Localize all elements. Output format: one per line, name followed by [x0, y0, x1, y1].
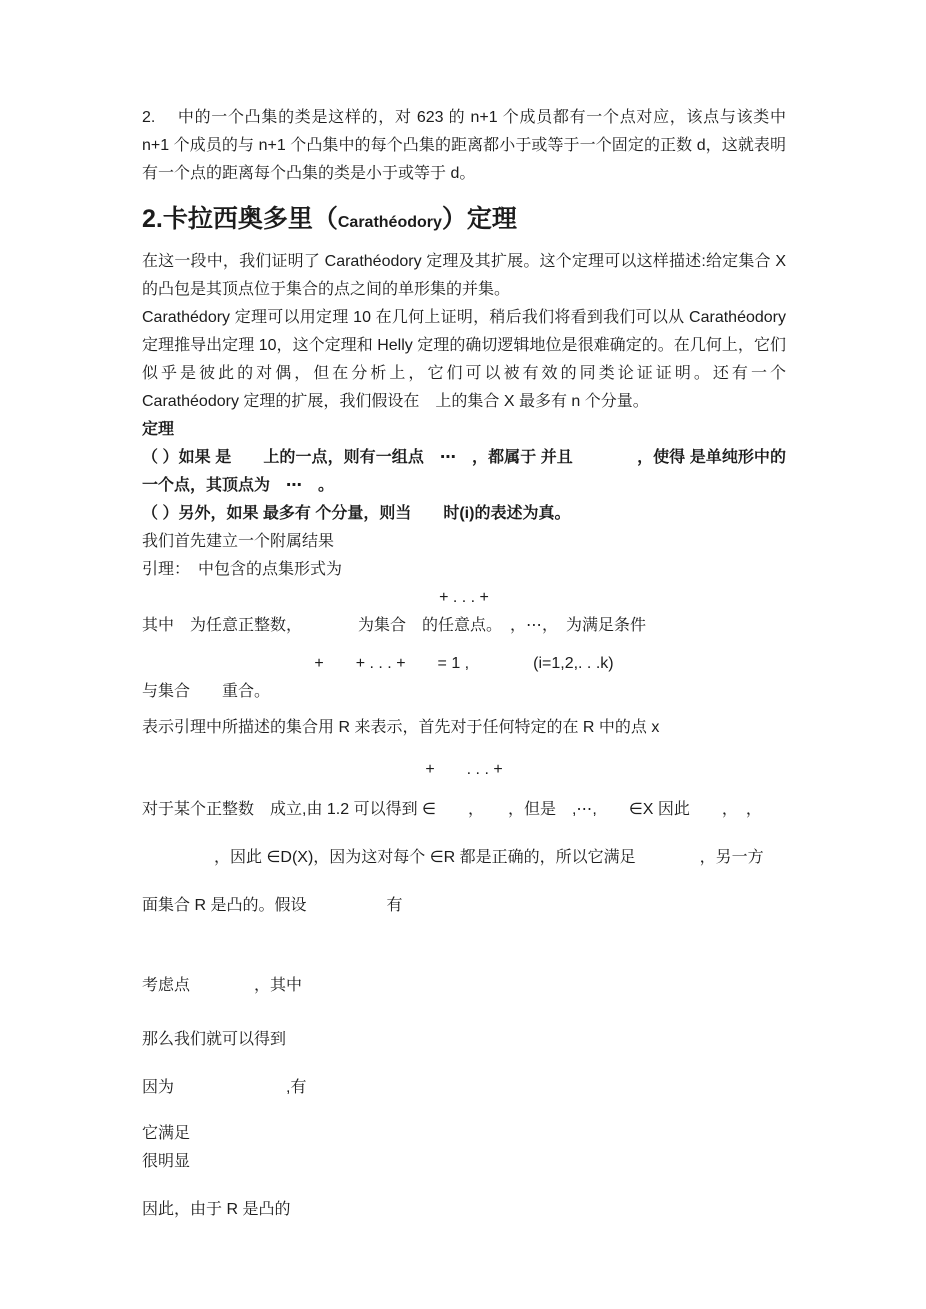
positive-integer-line: 对于某个正整数 成立,由 1.2 可以得到 ∈ ， ，但是 ,⋯, ∈X 因此 ， ， [142, 801, 762, 818]
coincide-line: 与集合 重合。 [142, 683, 271, 700]
paragraph-caratheodory: Carathédory 定理可以用定理 10 在几何上证明，稍后我们将看到我们可以从 Carathéodory 定理推导出定理 10，这个定理和 Helly 定理的确切逻辑地位是很难确定的。在几何上，它们似乎是彼此的对偶，但在分析上，它们可以被有效的同类论证证明。还有一个 Carathéodory 定理的扩展，我们假设在 上的集合 X 最多有 n 个分量。 [142, 309, 786, 410]
formula-sum-3: + . . . + [425, 761, 503, 778]
represent-line: 表示引理中所描述的集合用 R 来表示，首先对于任何特定的在 R 中的点 x [142, 719, 660, 736]
theorem-label: 定理 [142, 421, 175, 438]
paragraph-intro: 2. 中的一个凸集的类是这样的，对 623 的 n+1 个成员都有一个点对应，该点与该类中 n+1 个成员的与 n+1 个凸集中的每个凸集的距离都小于或等于一个固定的正数 d，这就表明有一个点的距离每个凸集的类是小于或等于 d。 [142, 109, 786, 182]
paragraph-description: 在这一段中，我们证明了 Carathéodory 定理及其扩展。这个定理可以这样描述:给定集合 X 的凸包是其顶点位于集合的点之间的单形集的并集。 [142, 253, 786, 298]
convex-assumption-line: 面集合 R 是凸的。假设 有 [142, 897, 403, 914]
lead-in-line: 我们首先建立一个附属结果 [142, 533, 335, 550]
heading-latin: Carathéodory [337, 214, 442, 231]
satisfy-line: 它满足 [142, 1125, 191, 1142]
theorem-part-ii: （ ）另外，如果 最多有 个分量，则当 时(i)的表述为真。 [142, 505, 571, 522]
theorem-part-i: （ ）如果 是 上的一点，则有一组点 ⋯ ，都属于 并且 ，使得 是单纯形中的一个点，其顶点为 ⋯ 。 [142, 449, 786, 494]
formula-sum-equals-one: + + . . . + = 1 , (i=1,2,. . .k) [314, 655, 614, 672]
coefficients-line: 其中 为任意正整数， 为集合 的任意点。 ，⋯， 为满足条件 [142, 617, 647, 634]
section-heading [142, 202, 786, 240]
heading-suffix: ）定理 [441, 205, 517, 233]
then-obtain-line: 那么我们就可以得到 [142, 1031, 287, 1048]
obvious-line: 很明显 [142, 1153, 191, 1170]
lemma-line: 引理： 中包含的点集形式为 [142, 561, 343, 578]
formula-sum-1: + . . . + [439, 589, 489, 606]
therefore-line: ，因此 ∈D(X)，因为这对每个 ∈R 都是正确的，所以它满足 ，另一方 [214, 849, 764, 866]
because-line: 因为 ,有 [142, 1079, 307, 1096]
since-convex-line: 因此，由于 R 是凸的 [142, 1201, 291, 1218]
consider-point-line: 考虑点 ，其中 [142, 977, 303, 994]
heading-prefix: 2.卡拉西奥多里（ [142, 205, 338, 233]
